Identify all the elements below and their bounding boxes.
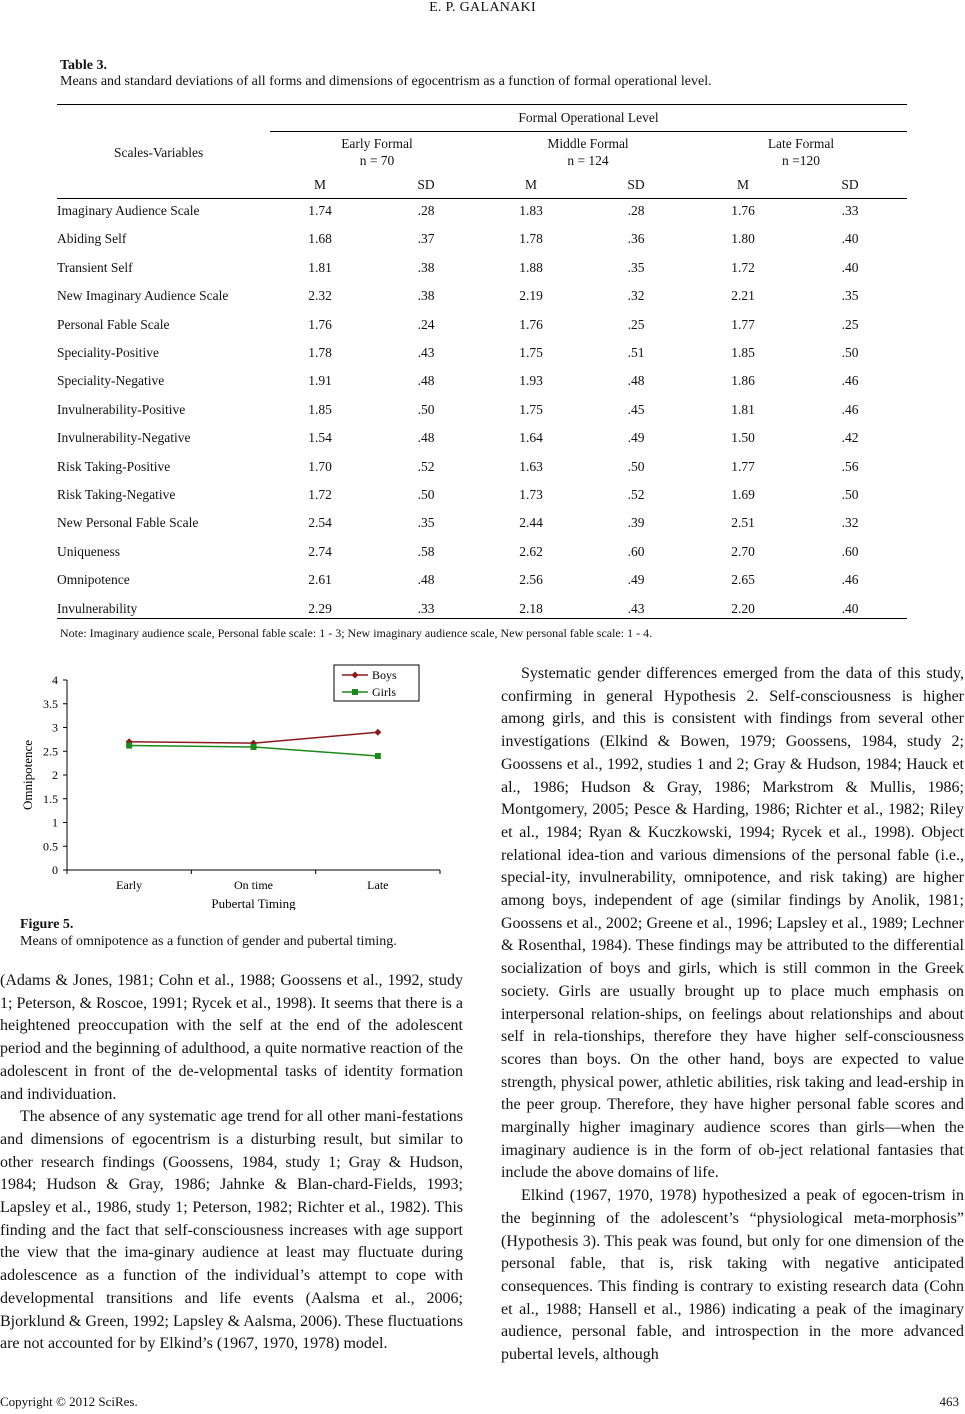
group-n: n =120 — [782, 153, 820, 168]
table-cell: .50 — [417, 401, 435, 417]
table-cell: .46 — [841, 572, 859, 588]
running-header: E. P. GALANAKI — [429, 0, 536, 15]
y-tick-label: 3 — [52, 720, 58, 735]
table-cell: 1.76 — [519, 316, 543, 332]
y-tick-label: 1 — [52, 815, 58, 830]
y-tick-label: 4 — [52, 673, 58, 687]
table-cell: 1.68 — [308, 231, 332, 247]
table-cell: .32 — [841, 515, 859, 531]
table-cell: 1.83 — [519, 203, 543, 218]
stat-header: SD — [627, 177, 645, 192]
table-bottom-rule — [57, 618, 907, 619]
y-tick-label: 1.5 — [43, 791, 58, 806]
y-tick-label: 3.5 — [43, 696, 58, 711]
table-row-label: Abiding Self — [57, 231, 127, 247]
table-row-label: Speciality-Negative — [57, 373, 165, 389]
table-row-label: Transient Self — [57, 259, 133, 275]
figure-caption: Means of omnipotence as a function of gender and pubertal timing. — [20, 934, 397, 949]
table-cell: 2.65 — [731, 572, 755, 588]
table-span-header: Formal Operational Level — [518, 110, 659, 125]
table-cell: .45 — [627, 401, 645, 417]
table-cell: 2.44 — [519, 515, 543, 531]
table-cell: .49 — [627, 572, 645, 588]
table-caption: Means and standard deviations of all forms and dimensions of egocentrism as a function of formal operational level. — [60, 74, 712, 89]
legend-label: Girls — [372, 685, 396, 699]
omnipotence-chart — [10, 660, 450, 910]
table-row-label: New Imaginary Audience Scale — [57, 288, 229, 304]
group-name: Late Formal — [767, 136, 835, 151]
table-cell: .48 — [417, 373, 435, 389]
table-cell: 1.73 — [519, 487, 543, 502]
table-cell: 2.61 — [308, 572, 332, 588]
table-cell: .46 — [841, 401, 859, 417]
table-cell: .52 — [417, 458, 435, 474]
table-row-label: Risk Taking-Positive — [57, 458, 171, 474]
table-cell: 2.21 — [731, 288, 755, 304]
table-cell: 1.72 — [731, 259, 755, 275]
stat-header: M — [736, 177, 749, 192]
paragraph: The absence of any systematic age trend for all other mani-festations and dimensions of egocentrism is a disturbing result, but similar to other research findings (Goossens, 1984, study 1; Gray & Hudson, 1984; Hudson & Gray, 1986; Jahnke & Blan-chard-Fields, 1993; Lapsley et al., 1986, study 1; Peterson, 1982; Richter et al., 1982). This finding and the fact that self-consciousness increases with age support the view that the ima-ginary audience at least may fluctuate during adolescence as a function of the individual’s attempt to cope with developmental transitions and life events (Aalsma et al., 2006; Bjorklund & Green, 1992; Lapsley & Aalsma, 2006). These fluctuations are not accounted for by Elkind’s (1967, 1970, 1978) model. — [0, 1108, 463, 1353]
table-cell: 2.70 — [731, 543, 755, 559]
x-tick-label: On time — [234, 878, 273, 892]
stat-header: SD — [417, 177, 435, 192]
table-cell: 1.69 — [731, 487, 755, 502]
chart-series — [126, 729, 382, 759]
table-cell: .37 — [417, 231, 435, 247]
table-cell: .40 — [841, 231, 859, 247]
data-point-girls — [375, 753, 381, 759]
table-row-label: Risk Taking-Negative — [57, 487, 176, 502]
table-cell: 1.85 — [308, 401, 332, 417]
table-cell: 2.62 — [519, 543, 543, 559]
table-cell: 1.81 — [731, 401, 755, 417]
table-cell: 1.91 — [308, 373, 332, 389]
table-cell: .25 — [627, 316, 645, 332]
table-header-rule — [57, 198, 907, 199]
table-row-label: Invulnerability-Negative — [57, 430, 191, 446]
table-cell: .48 — [417, 572, 435, 588]
table-cell: 1.78 — [519, 231, 543, 247]
table-span-rule — [270, 131, 907, 132]
x-tick-label: Early — [116, 878, 143, 892]
table-cell: .46 — [841, 373, 859, 389]
table-cell: .48 — [417, 430, 435, 446]
chart-axes — [20, 673, 440, 910]
table-row-label: Personal Fable Scale — [57, 316, 170, 332]
table-cell: .33 — [841, 203, 859, 218]
table-note: Note: Imaginary audience scale, Personal fable scale: 1 - 3; New imaginary audience scale, New personal fable scale: 1 - 4. — [60, 626, 653, 640]
table-cell: 2.74 — [308, 543, 332, 559]
group-name: Middle Formal — [547, 136, 629, 151]
stat-header: M — [313, 177, 326, 192]
table-row-label: Invulnerability — [57, 600, 138, 616]
data-point-girls — [126, 743, 132, 749]
stat-header: M — [524, 177, 537, 192]
table-cell: 1.75 — [519, 401, 543, 417]
table-row-label: New Personal Fable Scale — [57, 515, 199, 531]
table-cell: .35 — [841, 288, 859, 304]
table-cell: 2.56 — [519, 572, 543, 588]
table-cell: .35 — [417, 515, 435, 531]
table-cell: 1.81 — [308, 259, 332, 275]
table-cell: .50 — [841, 345, 859, 360]
table-cell: .56 — [841, 458, 859, 474]
table-cell: 1.80 — [731, 231, 755, 247]
data-point-girls — [251, 744, 257, 750]
table-cell: .40 — [841, 600, 859, 616]
table-cell: 1.86 — [731, 373, 755, 389]
table-row-label: Speciality-Positive — [57, 345, 159, 360]
table-cell: .39 — [627, 515, 645, 531]
table-cell: .24 — [417, 316, 435, 332]
table-cell: .42 — [841, 430, 859, 446]
table-cell: .35 — [627, 259, 645, 275]
table-cell: 1.76 — [308, 316, 332, 332]
table-title: Table 3. — [60, 58, 107, 73]
paragraph: Systematic gender differences emerged from the data of this study, confirming in general Hypothesis 2. Self-consciousness is higher among girls, and this is consistent with findings from several other investigations (Elkind & Bowen, 1979; Goossens, 1984, study 2; Goossens et al., 1992, studies 1 and 2; Gray & Hudson, 1984; Hauck et al., 1986; Hudson & Gray, 1986; Markstrom & Mullis, 1986; Montgomery, 2005; Pesce & Harding, 1986; Richter et al., 1982; Riley et al., 1984; Ryan & Kuczkowski, 1994; Rycek et al., 1998). Object relational idea-tion and various dimensions of the personal fable (i.e., special-ity, invulnerability, omnipotence, and risk taking) are higher among boys, independent of age (similar findings by Anolik, 1981; Goossens et al., 2002; Greene et al., 1996; Lapsley et al., 1989; Lechner & Rosenthal, 1984). These findings may be attributed to the differential socialization of boys and girls, which is still common in the Greek society. Girls are usually brought up to place much emphasis on interpersonal relation-ships, on feelings about relationships and about self in rela-tionships, therefore they have higher self-consciousness scores than boys. On the other hand, boys are expected to value strength, physical power, athletic abilities, risk taking and lead-ership in the peer group. Therefore, they have higher personal fable scores and marginally higher imaginary audience scores than girls—when the imaginary audience is in the form of ob-ject relational fantasies that include the above domains of life. — [501, 665, 964, 1182]
x-axis-title: Pubertal Timing — [211, 896, 296, 910]
table-cell: .50 — [627, 458, 645, 474]
table-cell: 2.29 — [308, 600, 332, 616]
table-cell: .38 — [417, 259, 435, 275]
table-cell: .40 — [841, 259, 859, 275]
table-cell: .43 — [627, 600, 645, 616]
table-cell: .28 — [627, 203, 645, 218]
table-cell: 1.75 — [519, 345, 543, 360]
page-number: 463 — [939, 1394, 959, 1409]
table-row-label: Imaginary Audience Scale — [57, 203, 200, 218]
table-cell: 1.88 — [519, 259, 543, 275]
table-cell: 1.76 — [731, 203, 755, 218]
left-column — [0, 970, 463, 1356]
table-cell: .43 — [417, 345, 435, 360]
legend-label: Boys — [372, 668, 397, 682]
table-row-header: Scales-Variables — [114, 145, 204, 160]
table-cell: .38 — [417, 288, 435, 304]
table-cell: 1.63 — [519, 458, 543, 474]
table-cell: 2.18 — [519, 600, 543, 616]
group-n: n = 70 — [359, 153, 395, 168]
stat-header: SD — [841, 177, 859, 192]
table-top-rule — [57, 104, 907, 105]
table-cell: 1.54 — [308, 430, 332, 446]
y-tick-label: 0 — [52, 863, 58, 877]
chart-legend — [334, 665, 419, 701]
table-cell: .50 — [841, 487, 859, 502]
y-axis-title: Omnipotence — [20, 739, 35, 811]
table-cell: .32 — [627, 288, 645, 304]
y-tick-label: 2.5 — [43, 744, 58, 759]
table-cell: 1.77 — [731, 316, 755, 332]
table-cell: .60 — [841, 543, 859, 559]
table-cell: 2.19 — [519, 288, 543, 304]
legend-marker — [352, 689, 358, 695]
y-tick-label: 2 — [52, 768, 58, 782]
table-cell: 1.85 — [731, 345, 755, 360]
copyright-footer: Copyright © 2012 SciRes. — [0, 1394, 138, 1409]
table-cell: 1.93 — [519, 373, 543, 389]
table-cell: .28 — [417, 203, 435, 218]
figure-title: Figure 5. — [20, 917, 74, 932]
table-row-label: Uniqueness — [57, 543, 120, 559]
x-tick-label: Late — [367, 878, 389, 892]
table-cell: .25 — [841, 316, 859, 332]
data-point-boys — [374, 729, 381, 736]
y-tick-label: 0.5 — [43, 839, 58, 854]
table-cell: .50 — [417, 487, 435, 502]
table-cell: 2.51 — [731, 515, 755, 531]
right-column — [501, 663, 964, 1367]
table-cell: 1.70 — [308, 458, 332, 474]
table-cell: 1.78 — [308, 345, 332, 360]
table-cell: .49 — [627, 430, 645, 446]
table-cell: 1.72 — [308, 487, 332, 502]
table-cell: .48 — [627, 373, 645, 389]
table-row-label: Invulnerability-Positive — [57, 401, 186, 417]
table-cell: 2.20 — [731, 600, 755, 616]
table-cell: 2.54 — [308, 515, 332, 531]
table-cell: .33 — [417, 600, 435, 616]
table-cell: 2.32 — [308, 288, 332, 304]
table-cell: 1.64 — [519, 430, 543, 446]
table-cell: .36 — [627, 231, 645, 247]
table-row-label: Omnipotence — [57, 572, 130, 588]
table-cell: 1.77 — [731, 458, 755, 474]
table-cell: .51 — [627, 345, 645, 360]
table-cell: .52 — [627, 487, 645, 502]
table-cell: .58 — [417, 543, 435, 559]
table-cell: 1.50 — [731, 430, 755, 446]
group-n: n = 124 — [567, 153, 609, 168]
group-name: Early Formal — [341, 136, 413, 151]
paragraph: Elkind (1967, 1970, 1978) hypothesized a peak of egocen-trism in the beginning of the adolescent’s “physiological meta-morphosis” (Hypothesis 3). This peak was found, but only for one dimension of the personal fable, that is, risk taking with negative anticipated consequences. This finding is contrary to existing research data (Cohn et al., 1988; Hansell et al., 1986) indicating a peak of the imaginary audience, personal fable, and introspection in the more advanced pubertal levels, although — [501, 1187, 964, 1364]
table-cell: 1.74 — [308, 203, 332, 218]
paragraph: (Adams & Jones, 1981; Cohn et al., 1988; Goossens et al., 1992, study 1; Peterson, & Roscoe, 1991; Rycek et al., 1998). It seems that there is a heightened preoccupation with the self at the end of the adolescent period and the beginning of adulthood, a quite normative reaction of the adolescent in front of the de-velopmental tasks of identity formation and individuation. — [0, 972, 463, 1103]
table-cell: .60 — [627, 543, 645, 559]
